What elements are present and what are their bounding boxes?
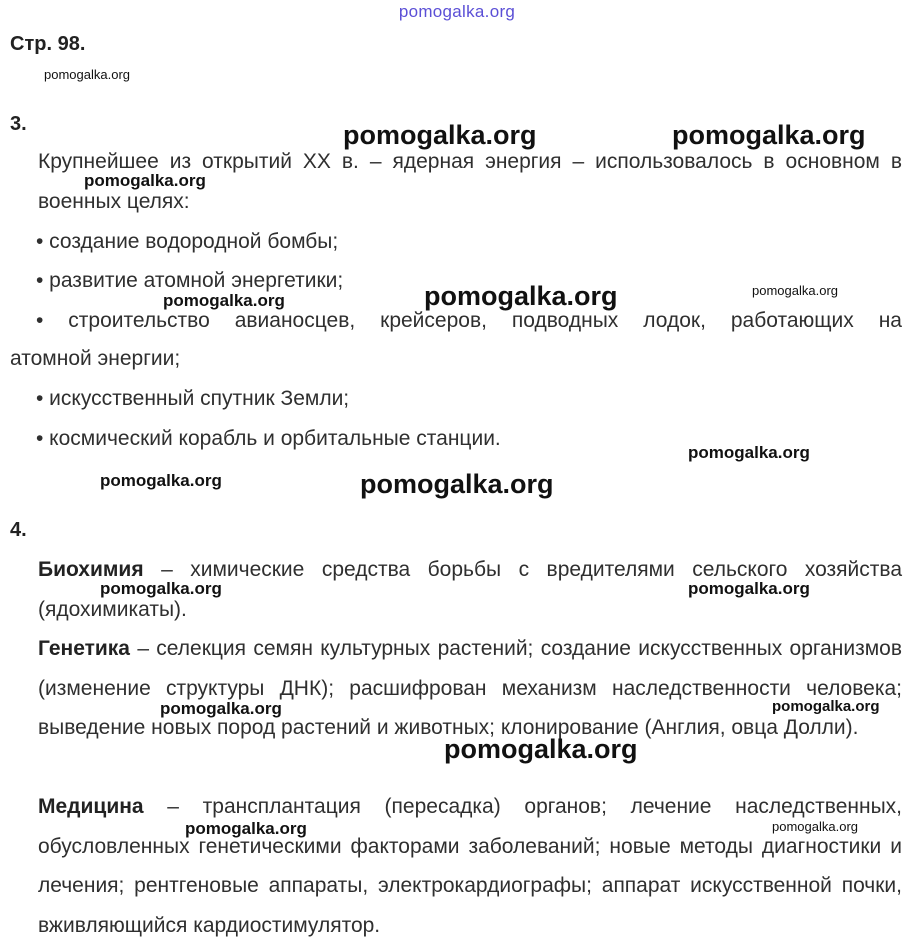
- task-3-bullet-4: • искусственный спутник Земли;: [36, 387, 350, 410]
- task-3-bullet-5: • космический корабль и орбитальные станции.: [36, 427, 501, 450]
- watermark: pomogalka.org: [772, 698, 880, 715]
- task-3-number: 3.: [10, 113, 27, 135]
- watermark: pomogalka.org: [84, 171, 206, 190]
- task-4-medicine: [10, 787, 902, 945]
- task-3-intro-text: Крупнейшее из открытий XX в. – ядерная энергия – использовалось в основном в военных целях:: [38, 150, 902, 213]
- watermark: pomogalka.org: [672, 120, 866, 150]
- watermark: pomogalka.org: [163, 291, 285, 310]
- task-3-bullet-2: • развитие атомной энергетики;: [36, 269, 344, 292]
- task-4-number: 4.: [10, 519, 27, 541]
- page-label: Стр. 98.: [10, 33, 86, 55]
- watermark: pomogalka.org: [343, 120, 537, 150]
- task-3-bullet-1: • создание водородной бомбы;: [36, 230, 339, 253]
- task-4-genetics: [10, 629, 902, 748]
- medicine-paragraph: [10, 787, 902, 945]
- watermark: pomogalka.org: [688, 579, 810, 598]
- watermark: pomogalka.org: [752, 283, 838, 298]
- watermark: pomogalka.org: [44, 67, 130, 82]
- watermark: pomogalka.org: [424, 281, 618, 311]
- watermark: pomogalka.org: [688, 443, 810, 462]
- watermark: pomogalka.org: [185, 819, 307, 838]
- watermark: pomogalka.org: [444, 734, 638, 764]
- genetics-text: – селекция семян культурных растений; создание искусственных организмов (изменение структуры ДНК); расшифрован механизм наследственности человека; выведение новых пород растений и животных; клонирование (Англия, овца Долли).: [38, 637, 902, 739]
- genetics-paragraph: [10, 629, 902, 748]
- watermark: pomogalka.org: [360, 469, 554, 499]
- watermark: pomogalka.org: [160, 699, 282, 718]
- term-genetics: Генетика: [38, 637, 130, 660]
- top-watermark: pomogalka.org: [398, 2, 516, 21]
- task-3-bullet-3: • строительство авианосцев, крейсеров, подводных лодок, работающих на: [36, 309, 902, 332]
- watermark: pomogalka.org: [100, 471, 222, 490]
- watermark: pomogalka.org: [772, 819, 858, 834]
- watermark: pomogalka.org: [100, 579, 222, 598]
- term-medicine: Медицина: [38, 795, 144, 818]
- biochemistry-text: – химические средства борьбы с вредителями сельского хозяйства (ядохимикаты).: [38, 558, 902, 621]
- task-3-bullet-3-cont: атомной энергии;: [10, 347, 181, 370]
- term-biochemistry: Биохимия: [38, 558, 144, 581]
- medicine-text: – трансплантация (пересадка) органов; лечение наследственных, обусловленных генетическими факторами заболеваний; новые методы диагностики и лечения; рентгеновые аппараты, электрокардиографы; аппарат искусственной почки, вживляющийся кардиостимулятор.: [38, 795, 902, 937]
